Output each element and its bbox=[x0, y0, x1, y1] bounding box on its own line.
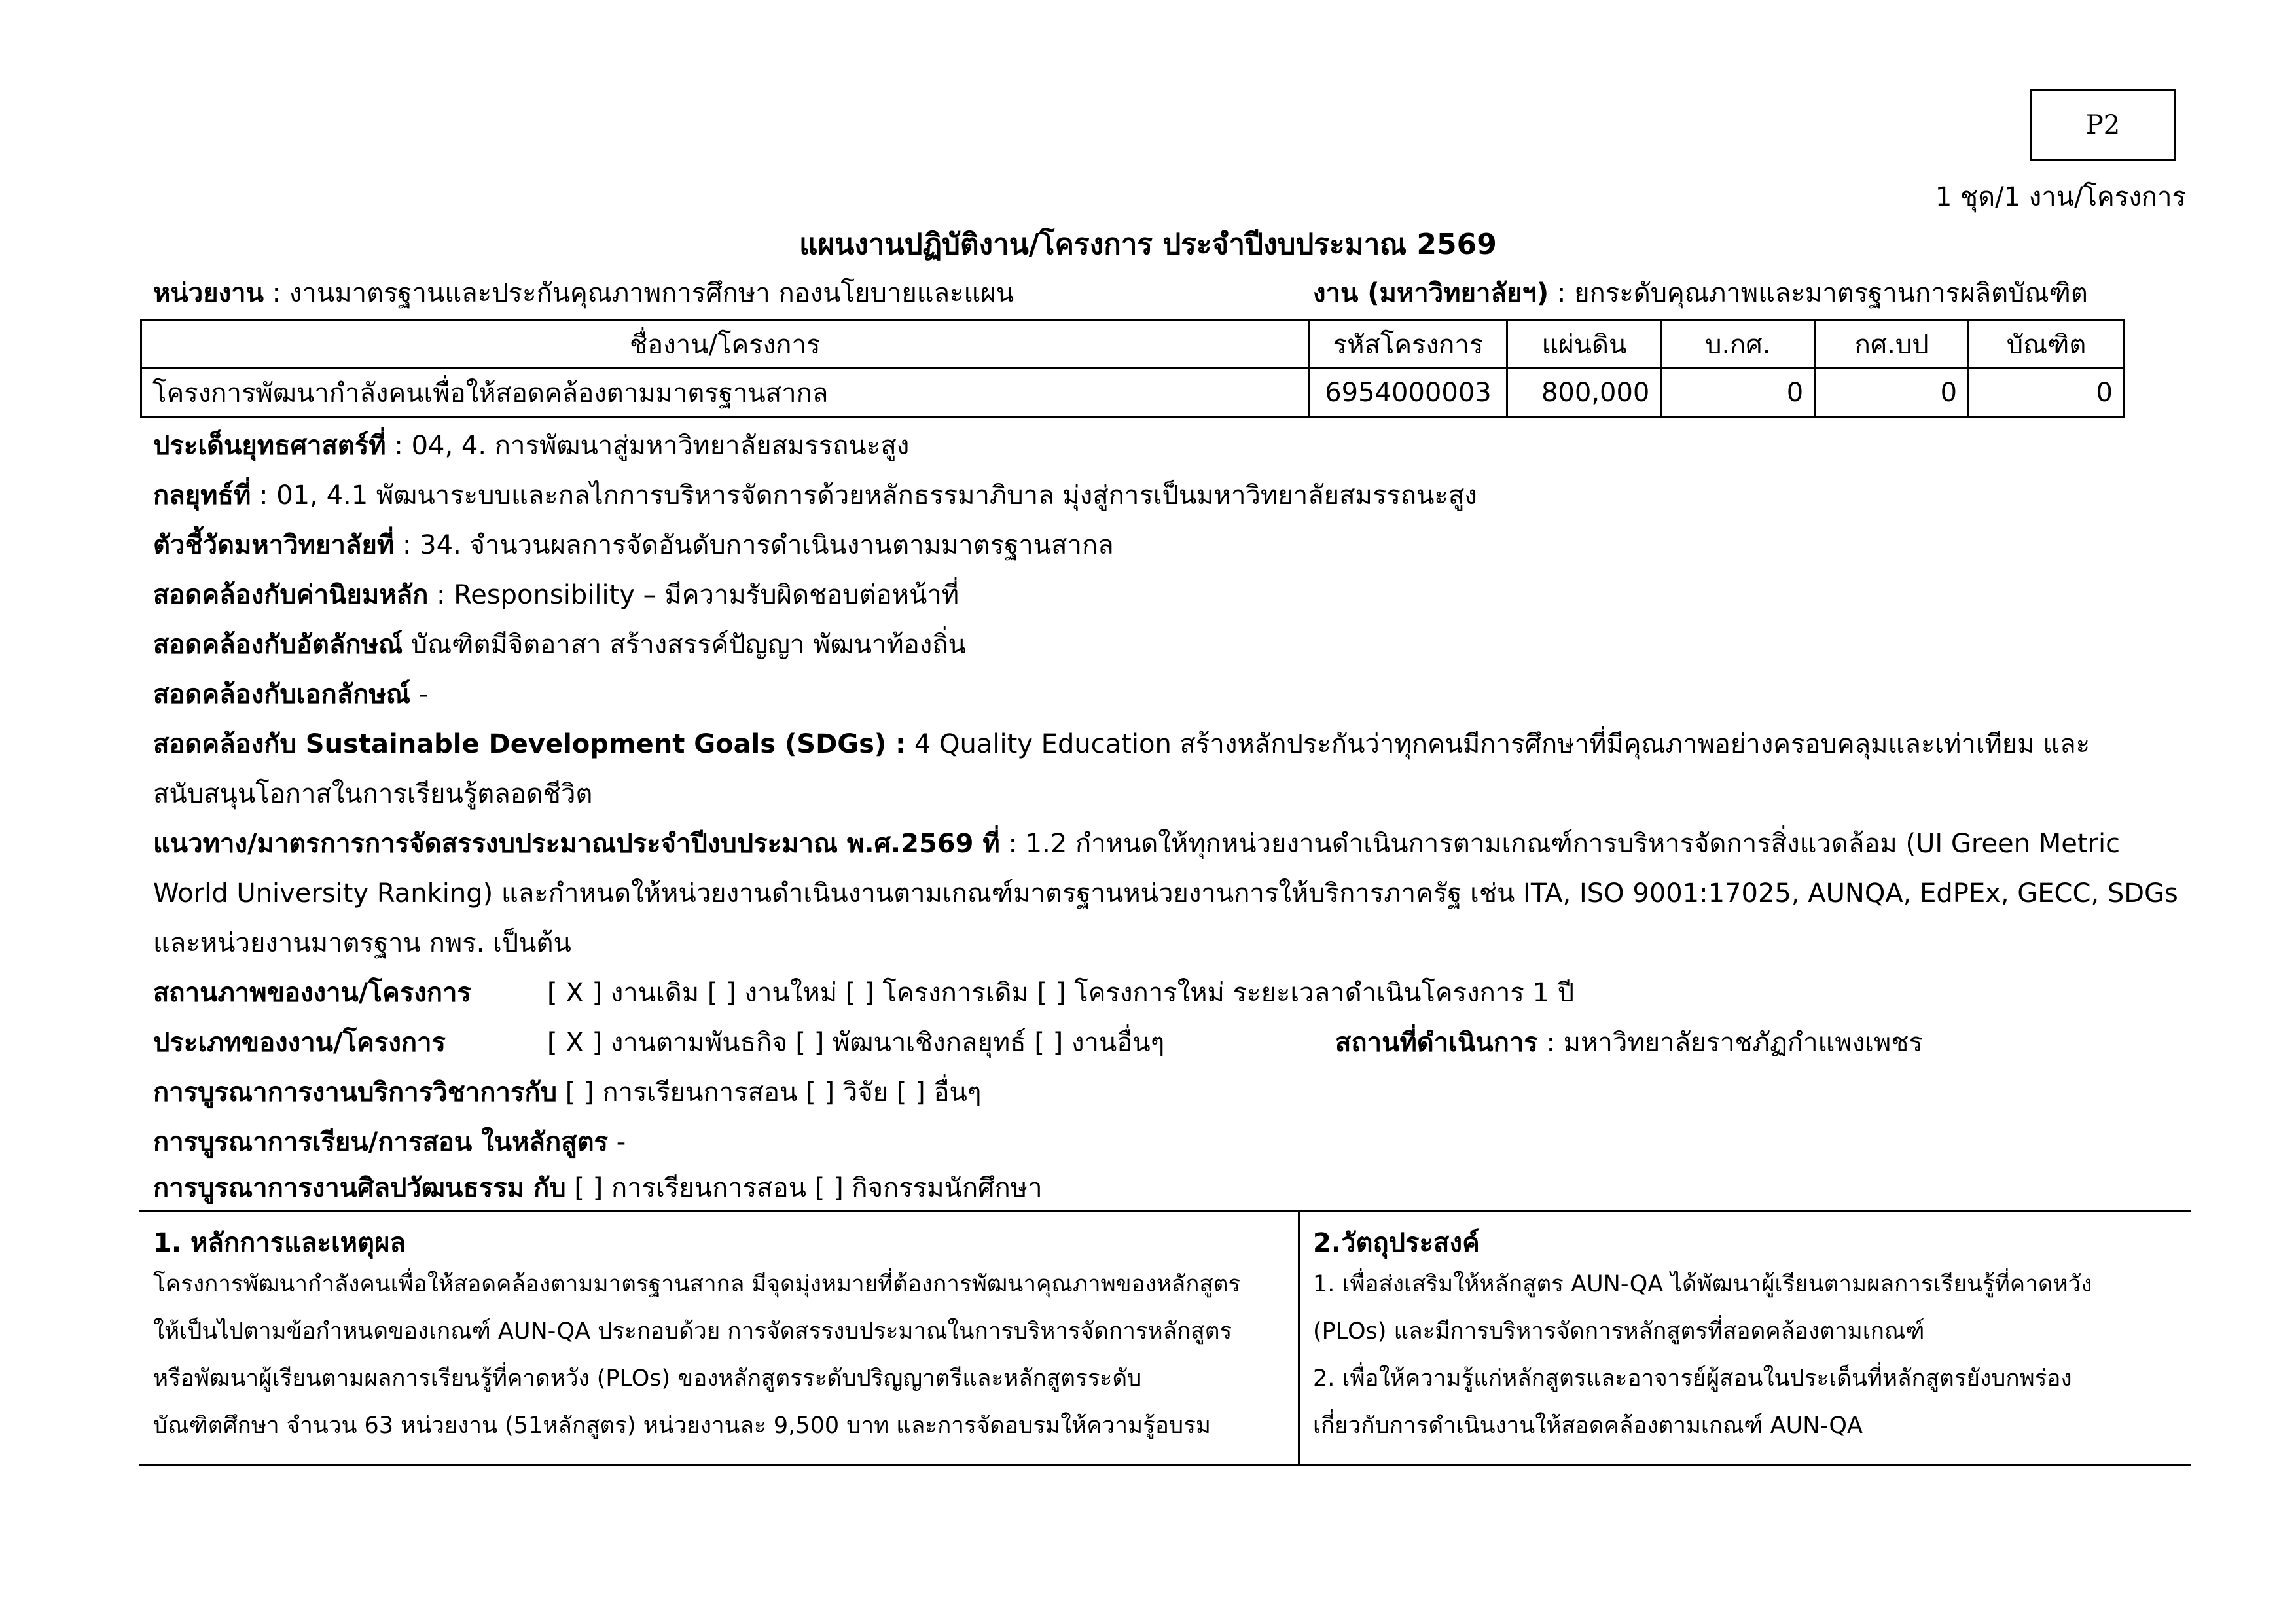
budget-guideline-line-3: และหน่วยงานมาตรฐาน กพร. เป็นต้น bbox=[153, 928, 571, 958]
rationale-heading: 1. หลักการและเหตุผล bbox=[153, 1228, 406, 1258]
budget-guideline-value: : 1.2 กำหนดให้ทุกหน่วยงานดำเนินการตามเกณฑ์การบริหารจัดการสิ่งแวดล้อม (UI Green Metric bbox=[999, 829, 2121, 859]
rationale-line: บัณฑิตศึกษา จำนวน 63 หน่วยงาน (51หลักสูตร) หน่วยงานละ 9,500 บาท และการจัดอบรมให้ความรู้อบรม bbox=[153, 1413, 1211, 1439]
status-options: [ X ] งานเดิม [ ] งานใหม่ [ ] โครงการเดิม [ ] โครงการใหม่ ระยะเวลาดำเนินโครงการ 1 ปี bbox=[547, 978, 1575, 1008]
identity-line bbox=[153, 620, 966, 670]
core-value-label: สอดคล้องกับค่านิยมหลัก bbox=[153, 580, 429, 610]
cell-graduate-budget: 0 bbox=[1969, 369, 2125, 417]
sdgs-line bbox=[153, 719, 2090, 769]
budget-guideline-label: แนวทาง/มาตรการการจัดสรรงบประมาณประจำปีงบประมาณ พ.ศ.2569 ที่ bbox=[153, 829, 1000, 859]
type-label: ประเภทของงาน/โครงการ bbox=[153, 1028, 446, 1058]
type-options: [ X ] งานตามพันธกิจ [ ] พัฒนาเชิงกลยุทธ์ [ ] งานอื่นๆ bbox=[547, 1028, 1165, 1058]
integration-culture-value: [ ] การเรียนการสอน [ ] กิจกรรมนักศึกษา bbox=[565, 1173, 1043, 1203]
integration-course-line bbox=[153, 1117, 626, 1167]
cell-project-code: 6954000003 bbox=[1309, 369, 1507, 417]
col-header-name: ชื่องาน/โครงการ bbox=[141, 320, 1309, 369]
strategic-issue-label: ประเด็นยุทธศาสตร์ที่ bbox=[153, 431, 386, 461]
core-value-line bbox=[153, 570, 959, 620]
location-line bbox=[1335, 1018, 1923, 1068]
work-value: : ยกระดับคุณภาพและมาตรฐานการผลิตบัณฑิต bbox=[1549, 278, 2088, 308]
core-value-value: : Responsibility – มีความรับผิดชอบต่อหน้าที่ bbox=[428, 580, 960, 610]
objective-line: 2. เพื่อให้ความรู้แก่หลักสูตรและอาจารย์ผู้สอนในประเด็นที่หลักสูตรยังบกพร่อง bbox=[1313, 1365, 2072, 1392]
page-title: แผนงานปฏิบัติงาน/โครงการ ประจำปีงบประมาณ 2569 bbox=[799, 228, 1497, 261]
location-label: สถานที่ดำเนินการ bbox=[1335, 1028, 1538, 1058]
integration-service-value: [ ] การเรียนการสอน [ ] วิจัย [ ] อื่นๆ bbox=[557, 1077, 982, 1108]
agency-line bbox=[153, 268, 1014, 318]
indicator-line bbox=[153, 520, 1114, 570]
agency-value: : งานมาตรฐานและประกันคุณภาพการศึกษา กองนโยบายและแผน bbox=[263, 278, 1014, 308]
table-row bbox=[141, 369, 2125, 417]
form-code: P2 bbox=[2085, 110, 2121, 140]
section-bottom-rule bbox=[139, 1464, 2191, 1466]
uniqueness-value: - bbox=[410, 679, 429, 710]
identity-value: บัณฑิตมีจิตอาสา สร้างสรรค์ปัญญา พัฒนาท้องถิ่น bbox=[403, 630, 966, 660]
integration-course-label: การบูรณาการเรียน/การสอน ในหลักสูตร bbox=[153, 1127, 609, 1157]
location-value: : มหาวิทยาลัยราชภัฏกำแพงเพชร bbox=[1537, 1028, 1923, 1058]
status-label: สถานภาพของงาน/โครงการ bbox=[153, 978, 471, 1008]
form-code-box bbox=[2030, 89, 2176, 161]
type-line bbox=[153, 1018, 446, 1068]
budget-guideline-line bbox=[153, 819, 2120, 869]
identity-label: สอดคล้องกับอัตลักษณ์ bbox=[153, 630, 403, 660]
col-header-bks: บ.กศ. bbox=[1661, 320, 1815, 369]
objectives-heading: 2.วัตถุประสงค์ bbox=[1313, 1228, 1480, 1258]
indicator-value: : 34. จำนวนผลการจัดอันดับการดำเนินงานตามมาตรฐานสากล bbox=[394, 530, 1114, 560]
budget-guideline-line-2: World University Ranking) และกำหนดให้หน่วยงานดำเนินงานตามเกณฑ์มาตรฐานหน่วยงานการให้บริการภาครัฐ เช่น ITA, ISO 9001:17025, AUNQA, EdPEx, GECC, SDGs bbox=[153, 878, 2178, 909]
cell-ksbp-budget: 0 bbox=[1815, 369, 1969, 417]
integration-course-value: - bbox=[608, 1127, 626, 1157]
section-divider bbox=[1298, 1210, 1300, 1466]
project-table bbox=[140, 319, 2125, 418]
strategic-issue-value: : 04, 4. การพัฒนาสู่มหาวิทยาลัยสมรรถนะสูง bbox=[386, 431, 910, 461]
sdgs-line-2: สนับสนุนโอกาสในการเรียนรู้ตลอดชีวิต bbox=[153, 779, 593, 809]
col-header-state: แผ่นดิน bbox=[1507, 320, 1661, 369]
objective-line: (PLOs) และมีการบริหารจัดการหลักสูตรที่สอดคล้องตามเกณฑ์ bbox=[1313, 1318, 1925, 1344]
strategy-value: : 01, 4.1 พัฒนาระบบและกลไกการบริหารจัดการด้วยหลักธรรมาภิบาล มุ่งสู่การเป็นมหาวิทยาลัยสมรรถนะสูง bbox=[251, 480, 1477, 511]
sdgs-value: 4 Quality Education สร้างหลักประกันว่าทุกคนมีการศึกษาที่มีคุณภาพอย่างครอบคลุมและเท่าเทียม และ bbox=[906, 729, 2090, 759]
cell-bks-budget: 0 bbox=[1661, 369, 1815, 417]
uniqueness-label: สอดคล้องกับเอกลักษณ์ bbox=[153, 679, 410, 710]
cell-state-budget: 800,000 bbox=[1507, 369, 1661, 417]
work-label: งาน (มหาวิทยาลัยฯ) bbox=[1313, 278, 1549, 308]
strategy-line bbox=[153, 471, 1477, 520]
objective-line: 1. เพื่อส่งเสริมให้หลักสูตร AUN-QA ได้พัฒนาผู้เรียนตามผลการเรียนรู้ที่คาดหวัง bbox=[1313, 1271, 2092, 1297]
col-header-ksbp: กศ.บป bbox=[1815, 320, 1969, 369]
cell-project-name: โครงการพัฒนากำลังคนเพื่อให้สอดคล้องตามมาตรฐานสากล bbox=[141, 369, 1309, 417]
status-line bbox=[153, 968, 471, 1018]
col-header-graduate: บัณฑิต bbox=[1969, 320, 2125, 369]
strategic-issue-line bbox=[153, 421, 909, 471]
section-top-rule bbox=[139, 1210, 2191, 1212]
rationale-line: หรือพัฒนาผู้เรียนตามผลการเรียนรู้ที่คาดหวัง (PLOs) ของหลักสูตรระดับปริญญาตรีและหลักสูตรระดับ bbox=[153, 1365, 1142, 1392]
integration-culture-label: การบูรณาการงานศิลปวัฒนธรรม กับ bbox=[153, 1173, 566, 1203]
integration-service-label: การบูรณาการงานบริการวิชาการกับ bbox=[153, 1077, 557, 1108]
integration-service-line bbox=[153, 1068, 981, 1117]
agency-label: หน่วยงาน bbox=[153, 278, 264, 308]
rationale-line: โครงการพัฒนากำลังคนเพื่อให้สอดคล้องตามมาตรฐานสากล มีจุดมุ่งหมายที่ต้องการพัฒนาคุณภาพของหลักสูตร bbox=[153, 1271, 1241, 1297]
work-line bbox=[1313, 268, 2088, 318]
uniqueness-line bbox=[153, 670, 428, 719]
strategy-label: กลยุทธ์ที่ bbox=[153, 480, 251, 511]
sdgs-label: สอดคล้องกับ Sustainable Development Goals (SDGs) : bbox=[153, 729, 906, 759]
rationale-line: ให้เป็นไปตามข้อกำหนดของเกณฑ์ AUN-QA ประกอบด้วย การจัดสรรงบประมาณในการบริหารจัดการหลักสูตร bbox=[153, 1318, 1232, 1344]
table-header-row bbox=[141, 320, 2125, 369]
integration-culture-line bbox=[153, 1163, 1043, 1213]
indicator-label: ตัวชี้วัดมหาวิทยาลัยที่ bbox=[153, 530, 395, 560]
col-header-code: รหัสโครงการ bbox=[1309, 320, 1507, 369]
set-note: 1 ชุด/1 งาน/โครงการ bbox=[1935, 182, 2186, 212]
objective-line: เกี่ยวกับการดำเนินงานให้สอดคล้องตามเกณฑ์ AUN-QA bbox=[1313, 1413, 1863, 1439]
